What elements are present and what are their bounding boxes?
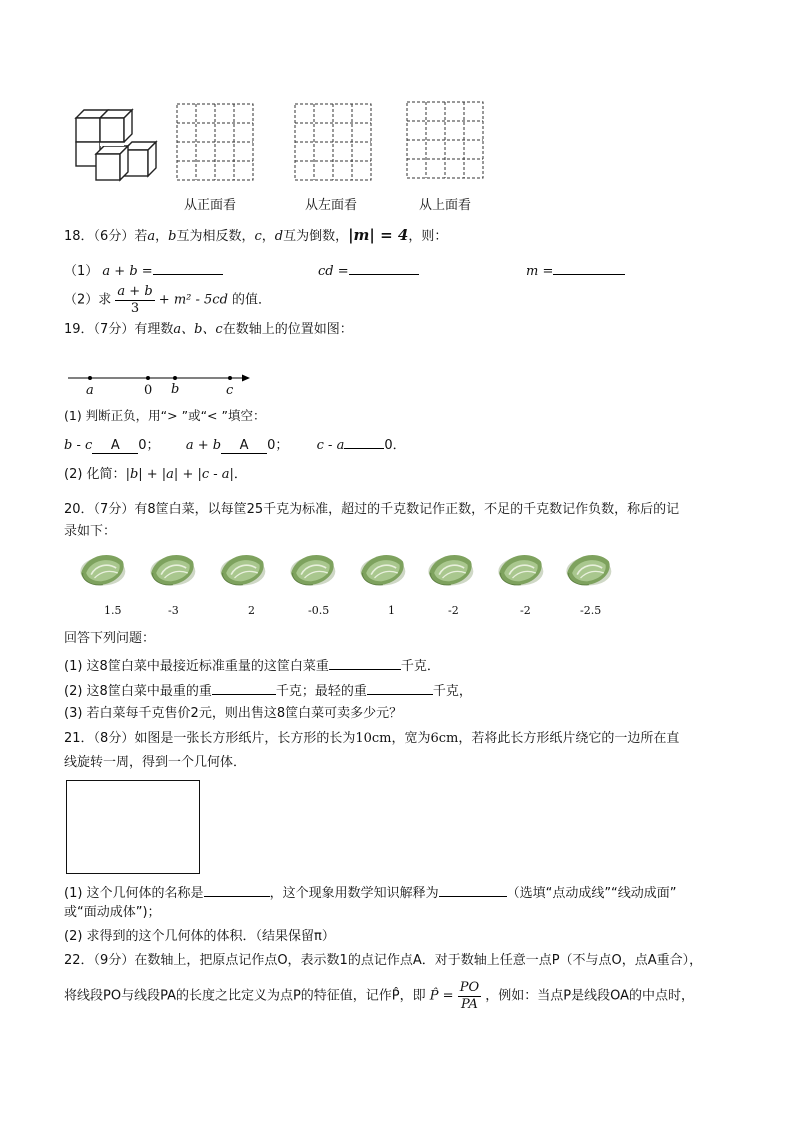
cabbage-weight-label: 1 [388,604,395,617]
top-view-caption: 从上面看 [419,198,472,213]
front-view-caption: 从正面看 [184,198,237,213]
q18-part1: （1） a + b = [64,260,223,281]
q20-part2: (2) 这8筐白菜中最重的重 千克；最轻的重 千克， [64,680,472,701]
cabbage-weight-label: -3 [168,604,179,617]
q21-part2: (2) 求得到的这个几何体的体积．（结果保留π） [64,929,335,944]
q18-part2: （2）求 $\frac{a + b}{3}$ + m² - 5cd 的值． [64,284,272,316]
answer-blank[interactable] [367,680,433,695]
cabbage-image [356,548,408,588]
cabbage-weight-label: -2.5 [580,604,602,617]
answer-blank[interactable] [329,655,401,670]
abs-m-expression: |m| = 4 [348,226,409,244]
q20-part1: (1) 这8筐白菜中最接近标准重量的这筐白菜重 千克． [64,655,440,676]
cabbage-image [286,548,338,588]
answer-blank[interactable] [439,882,507,897]
answer-blank[interactable] [212,680,276,695]
q22-stem-cont: 将线段PO与线段PA的长度之比定义为点P的特征值，记作P̂，即 P̂ = $\frac{PO}{PA}$ ，例如：当点P是线段OA的中点时， [64,980,695,1012]
answer-blank[interactable] [553,260,625,275]
answer-blank[interactable] [344,434,384,449]
q18-stem: 18．（6分）若a，b互为相反数，c，d互为倒数，|m| = 4，则： [64,226,448,244]
q21-part1: (1) 这个几何体的名称是 ，这个现象用数学知识解释为 （选填“点动成线”“线动成面” [64,882,677,903]
cabbage-weight-label: -0.5 [308,604,330,617]
q18-m: m = [526,260,625,281]
q18-cd: cd = [318,260,419,281]
fraction: $\frac{PO}{PA}$ [459,980,480,1012]
cabbage-image [562,548,614,588]
axis-label-zero: 0 [144,383,153,398]
cabbage-weight-label: -2 [520,604,531,617]
answer-blank[interactable] [153,260,223,275]
q20-stem-cont: 录如下： [64,524,117,539]
q19-comparisons: b - c A 0； a + b A 0； c - a 0． [64,434,406,455]
cabbage-image [76,548,128,588]
front-view-grid [176,103,256,181]
answer-blank[interactable]: A [92,439,138,454]
answer-blank[interactable] [204,882,270,897]
cube-figure [70,108,170,186]
left-view-grid [294,103,374,181]
cabbage-weight-label: 2 [248,604,255,617]
cabbage-image [494,548,546,588]
q22-stem: 22．（9分）在数轴上，把原点记作点O，表示数1的点记作点A．对于数轴上任意一点P（不与点O，点A重合）， [64,953,703,968]
left-view-caption: 从左面看 [305,198,358,213]
q21-stem: 21．（8分）如图是一张长方形纸片，长方形的长为10cm，宽为6cm，若将此长方形纸片绕它的一边所在直 [64,731,680,746]
q19-part2: (2) 化简：|b| + |a| + |c - a|． [64,467,247,482]
cabbage-image [424,548,476,588]
fraction: $\frac{a + b}{3}$ [117,284,153,316]
q21-stem-cont: 线旋转一周，得到一个几何体． [64,755,247,770]
q20-part3: (3) 若白菜每千克售价2元，则出售这8筐白菜可卖多少元？ [64,706,403,721]
q20-ask: 回答下列问题： [64,631,156,646]
answer-blank[interactable] [349,260,419,275]
rectangle-figure [66,780,200,874]
axis-label-b: b [171,382,180,397]
q19-part1-title: (1) 判断正负，用“> ”或“< ”填空： [64,408,266,423]
answer-blank[interactable]: A [221,439,267,454]
q21-part1-cont: 或“面动成体”)； [64,905,161,920]
q20-stem: 20．（7分）有8筐白菜，以每筐25千克为标准，超过的千克数记作正数，不足的千克数记作负数，称后的记 [64,502,680,517]
axis-label-a: a [86,383,94,398]
cabbage-weight-label: 1.5 [104,604,122,617]
cabbage-image [216,548,268,588]
axis-label-c: c [226,383,234,398]
cabbage-weight-label: -2 [448,604,459,617]
top-view-grid [406,101,486,179]
cabbage-image [146,548,198,588]
q19-stem: 19．（7分）有理数a、b、c在数轴上的位置如图： [64,322,353,337]
